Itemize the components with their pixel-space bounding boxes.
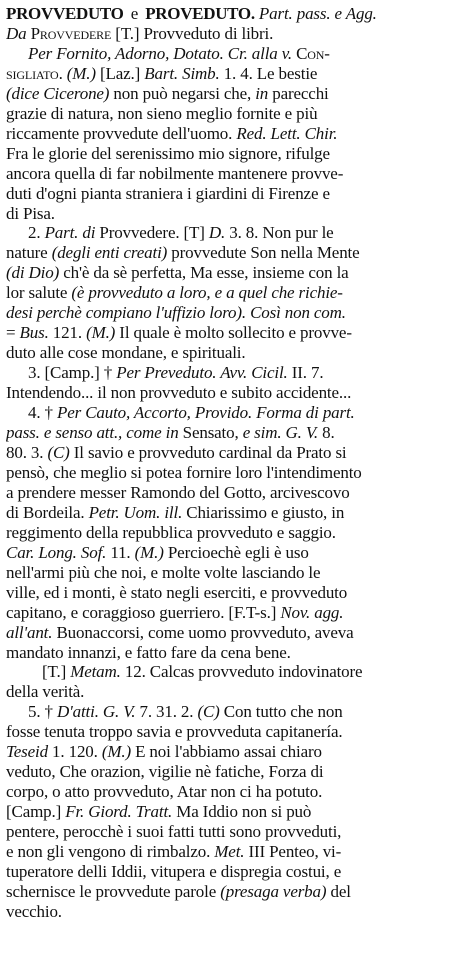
text-segment: III Penteo, vi- bbox=[244, 842, 342, 862]
text-line bbox=[6, 283, 464, 303]
text-segment: Fra le glorie del serenissimo mio signore, rifulge bbox=[6, 143, 330, 163]
text-segment: 80. 3. bbox=[6, 442, 48, 462]
text-segment: provvedute Son nella Mente bbox=[167, 243, 360, 263]
italic-text: Bart. Simb. bbox=[144, 63, 220, 83]
italic-text: di bbox=[78, 223, 96, 243]
text-line bbox=[6, 164, 464, 184]
italic-text: (M.) bbox=[66, 63, 96, 83]
text-line bbox=[6, 902, 464, 922]
text-line bbox=[6, 842, 464, 862]
text-segment: E noi l'abbiamo assai chiaro bbox=[130, 742, 322, 762]
text-line bbox=[6, 343, 464, 363]
text-segment: 11. bbox=[106, 542, 135, 562]
text-line bbox=[6, 862, 464, 882]
text-line bbox=[6, 463, 464, 483]
text-segment: veduto, Che orazion, vigilie nè fatiche, Forza di bbox=[6, 762, 324, 782]
text-segment: non può negarsi che, bbox=[109, 83, 256, 103]
italic-text: in bbox=[255, 83, 269, 103]
italic-text: Nov. agg. bbox=[280, 602, 344, 622]
text-line bbox=[6, 44, 464, 64]
text-line bbox=[6, 443, 464, 463]
text-line bbox=[6, 323, 464, 343]
text-segment: Percioechè egli è uso bbox=[163, 542, 309, 562]
text-segment: capitano, e coraggioso guerriero. [F.T-s.] bbox=[6, 602, 281, 622]
italic-text: (M.) bbox=[101, 742, 131, 762]
text-segment: vecchio. bbox=[6, 901, 62, 921]
text-segment: Buonaccorsi, come uomo provveduto, aveva bbox=[52, 622, 354, 642]
text-segment: riccamente provvedute dell'uomo. bbox=[6, 123, 237, 143]
italic-text: (C) bbox=[47, 442, 70, 462]
text-segment: duti d'ogni pianta straniera i giardini di Firenze e bbox=[6, 183, 330, 203]
text-segment: ancora quella di far nobilmente mantenere provve- bbox=[6, 163, 344, 183]
text-segment: 7. 31. 2. bbox=[135, 702, 198, 722]
italic-text: Per Fornito, Adorno, Dotato. Cr. alla v. bbox=[28, 43, 297, 63]
text-segment: Ma Iddio non si può bbox=[172, 802, 312, 822]
text-segment: [Camp.] bbox=[6, 802, 66, 822]
text-segment: Chiarissimo e giusto, in bbox=[182, 502, 345, 522]
text-segment: reggimento della repubblica provveduto e saggio. bbox=[6, 522, 336, 542]
italic-text: Met. bbox=[214, 842, 245, 862]
text-segment: 1. 4. Le bestie bbox=[219, 63, 318, 83]
text-segment: a prendere messer Ramondo del Gotto, arcivescovo bbox=[6, 482, 350, 502]
italic-text: pass. e senso att., come in bbox=[6, 423, 179, 443]
italic-text: (M.) bbox=[134, 542, 164, 562]
text-segment: 121. bbox=[48, 323, 87, 343]
italic-text: D. bbox=[208, 223, 226, 243]
text-segment: del bbox=[326, 881, 351, 901]
text-segment: 8. bbox=[318, 423, 335, 443]
text-segment: = bbox=[6, 323, 20, 343]
italic-text: all'ant. bbox=[6, 622, 53, 642]
italic-text: (è provveduto a loro, e a quel che richie- bbox=[71, 283, 343, 303]
headword: PROVEDUTO. bbox=[145, 4, 255, 23]
italic-text: Petr. Uom. ill. bbox=[88, 502, 183, 522]
text-segment: duto alle cose mondane, e spirituali. bbox=[6, 343, 246, 363]
text-line bbox=[6, 662, 464, 682]
text-line bbox=[6, 124, 464, 144]
text-line bbox=[6, 503, 464, 523]
text-segment: [T.] bbox=[42, 662, 71, 682]
text-segment: [Laz.] bbox=[95, 63, 145, 83]
text-segment: 2. bbox=[28, 223, 45, 243]
text-line bbox=[6, 583, 464, 603]
text-segment: schernisce le provvedute parole bbox=[6, 881, 221, 901]
italic-text: Per Preveduto. Avv. Cicil. bbox=[116, 363, 288, 383]
italic-text: (dice Cicerone) bbox=[6, 83, 110, 103]
italic-text: Part. pass. e Agg. bbox=[258, 4, 377, 23]
text-segment: Il savio e provveduto cardinal da Prato si bbox=[69, 442, 347, 462]
text-segment: e non gli vengono di rimbalzo. bbox=[6, 842, 215, 862]
text-segment: pensò, che meglio si potea fornire loro l'intendimento bbox=[6, 462, 362, 482]
italic-text: Teseid bbox=[6, 742, 48, 762]
text-line bbox=[6, 802, 464, 822]
text-line bbox=[6, 84, 464, 104]
text-segment: parecchi bbox=[268, 83, 329, 103]
text-segment: Intendendo... il non provveduto e subito accidente... bbox=[6, 383, 352, 403]
text-line bbox=[6, 762, 464, 782]
italic-text: Da bbox=[6, 23, 31, 43]
italic-text: (presaga verba) bbox=[220, 881, 327, 901]
text-segment: II. 7. bbox=[287, 363, 324, 383]
text-line bbox=[6, 822, 464, 842]
text-line bbox=[6, 243, 464, 263]
text-line bbox=[6, 722, 464, 742]
text-segment: 5. † bbox=[28, 702, 58, 722]
text-segment: della verità. bbox=[6, 682, 85, 702]
text-line bbox=[6, 363, 464, 383]
text-line bbox=[6, 184, 464, 204]
italic-text: e sim. G. V. bbox=[242, 423, 319, 443]
text-line bbox=[6, 742, 464, 762]
headword: PROVVEDUTO bbox=[6, 4, 124, 23]
small-caps-text: Con- bbox=[296, 43, 330, 63]
text-line bbox=[6, 523, 464, 543]
text-line bbox=[6, 204, 464, 224]
text-segment: fosse tenuta troppo savia e provveduta capitanería. bbox=[6, 722, 343, 742]
italic-text: Per Cauto, Accorto, Provido. Forma di part. bbox=[57, 403, 355, 423]
text-line bbox=[6, 782, 464, 802]
text-line bbox=[6, 223, 464, 243]
text-line bbox=[6, 543, 464, 563]
text-segment: 1. 120. bbox=[47, 742, 102, 762]
text-segment: e bbox=[130, 4, 139, 23]
small-caps-text: Provvedere bbox=[30, 23, 112, 43]
italic-text: (di Dio) bbox=[6, 263, 60, 283]
text-line bbox=[6, 603, 464, 623]
text-segment: lor salute bbox=[6, 283, 72, 303]
italic-text: Red. Lett. Chir. bbox=[236, 123, 338, 143]
text-segment: tuperatore delli Iddii, vitupera e dispregia costui, e bbox=[6, 861, 342, 881]
text-line bbox=[6, 383, 464, 403]
text-segment: 4. † bbox=[28, 403, 58, 423]
italic-text: Fr. Giord. Tratt. bbox=[65, 802, 173, 822]
text-line bbox=[6, 563, 464, 583]
text-segment: 3. [Camp.] † bbox=[28, 363, 117, 383]
italic-text: (M.) bbox=[86, 323, 116, 343]
text-line bbox=[6, 263, 464, 283]
text-segment: Sensato, bbox=[178, 423, 243, 443]
italic-text: Metam. bbox=[70, 662, 121, 682]
dictionary-entry-provveduto bbox=[6, 4, 464, 922]
text-segment: grazie di natura, non sieno meglio fornite e più bbox=[6, 103, 318, 123]
text-line bbox=[6, 4, 464, 24]
italic-text: (degli enti creati) bbox=[51, 243, 168, 263]
italic-text: (C) bbox=[197, 702, 220, 722]
text-segment: corpo, o atto provveduto, Atar non ci ha potuto. bbox=[6, 782, 323, 802]
text-segment: [T.] Provveduto di libri. bbox=[111, 23, 274, 43]
text-segment: nell'armi più che noi, e molte volte lasciando le bbox=[6, 562, 321, 582]
text-segment: Il quale è molto sollecito e provve- bbox=[115, 323, 352, 343]
text-segment: nature bbox=[6, 243, 52, 263]
italic-text: Part. bbox=[44, 223, 79, 243]
text-line bbox=[6, 702, 464, 722]
text-line bbox=[6, 64, 464, 84]
text-segment: di Bordeila. bbox=[6, 502, 89, 522]
text-segment: Provvedere. [T] bbox=[95, 223, 209, 243]
text-segment: pentere, perocchè i suoi fatti tutti sono provveduti, bbox=[6, 822, 342, 842]
text-line bbox=[6, 682, 464, 702]
text-segment: ville, ed i monti, è stato negli eserciti, e provveduto bbox=[6, 582, 348, 602]
text-segment: ch'è da sè perfetta, Ma esse, insieme con la bbox=[59, 263, 349, 283]
italic-text: Bus. bbox=[19, 323, 49, 343]
small-caps-text: sigliato bbox=[6, 63, 59, 83]
text-line bbox=[6, 144, 464, 164]
italic-text: D'atti. G. V. bbox=[57, 702, 136, 722]
text-segment: di Pisa. bbox=[6, 203, 55, 223]
text-line bbox=[6, 24, 464, 44]
text-segment: mandato innanzi, e fatto fare da cena bene. bbox=[6, 642, 291, 662]
text-line bbox=[6, 423, 464, 443]
text-segment: . bbox=[58, 63, 67, 83]
text-line bbox=[6, 623, 464, 643]
text-line bbox=[6, 104, 464, 124]
text-segment: 12. Calcas provveduto indovinatore bbox=[120, 662, 363, 682]
text-line bbox=[6, 303, 464, 323]
text-segment: 3. 8. Non pur le bbox=[225, 223, 334, 243]
italic-text: desi perchè compiano l'uffizio loro). Così non com. bbox=[6, 303, 346, 323]
text-line bbox=[6, 882, 464, 902]
text-line bbox=[6, 483, 464, 503]
text-segment: Con tutto che non bbox=[219, 702, 343, 722]
text-line bbox=[6, 643, 464, 663]
italic-text: Car. Long. Sof. bbox=[6, 542, 107, 562]
text-line bbox=[6, 403, 464, 423]
